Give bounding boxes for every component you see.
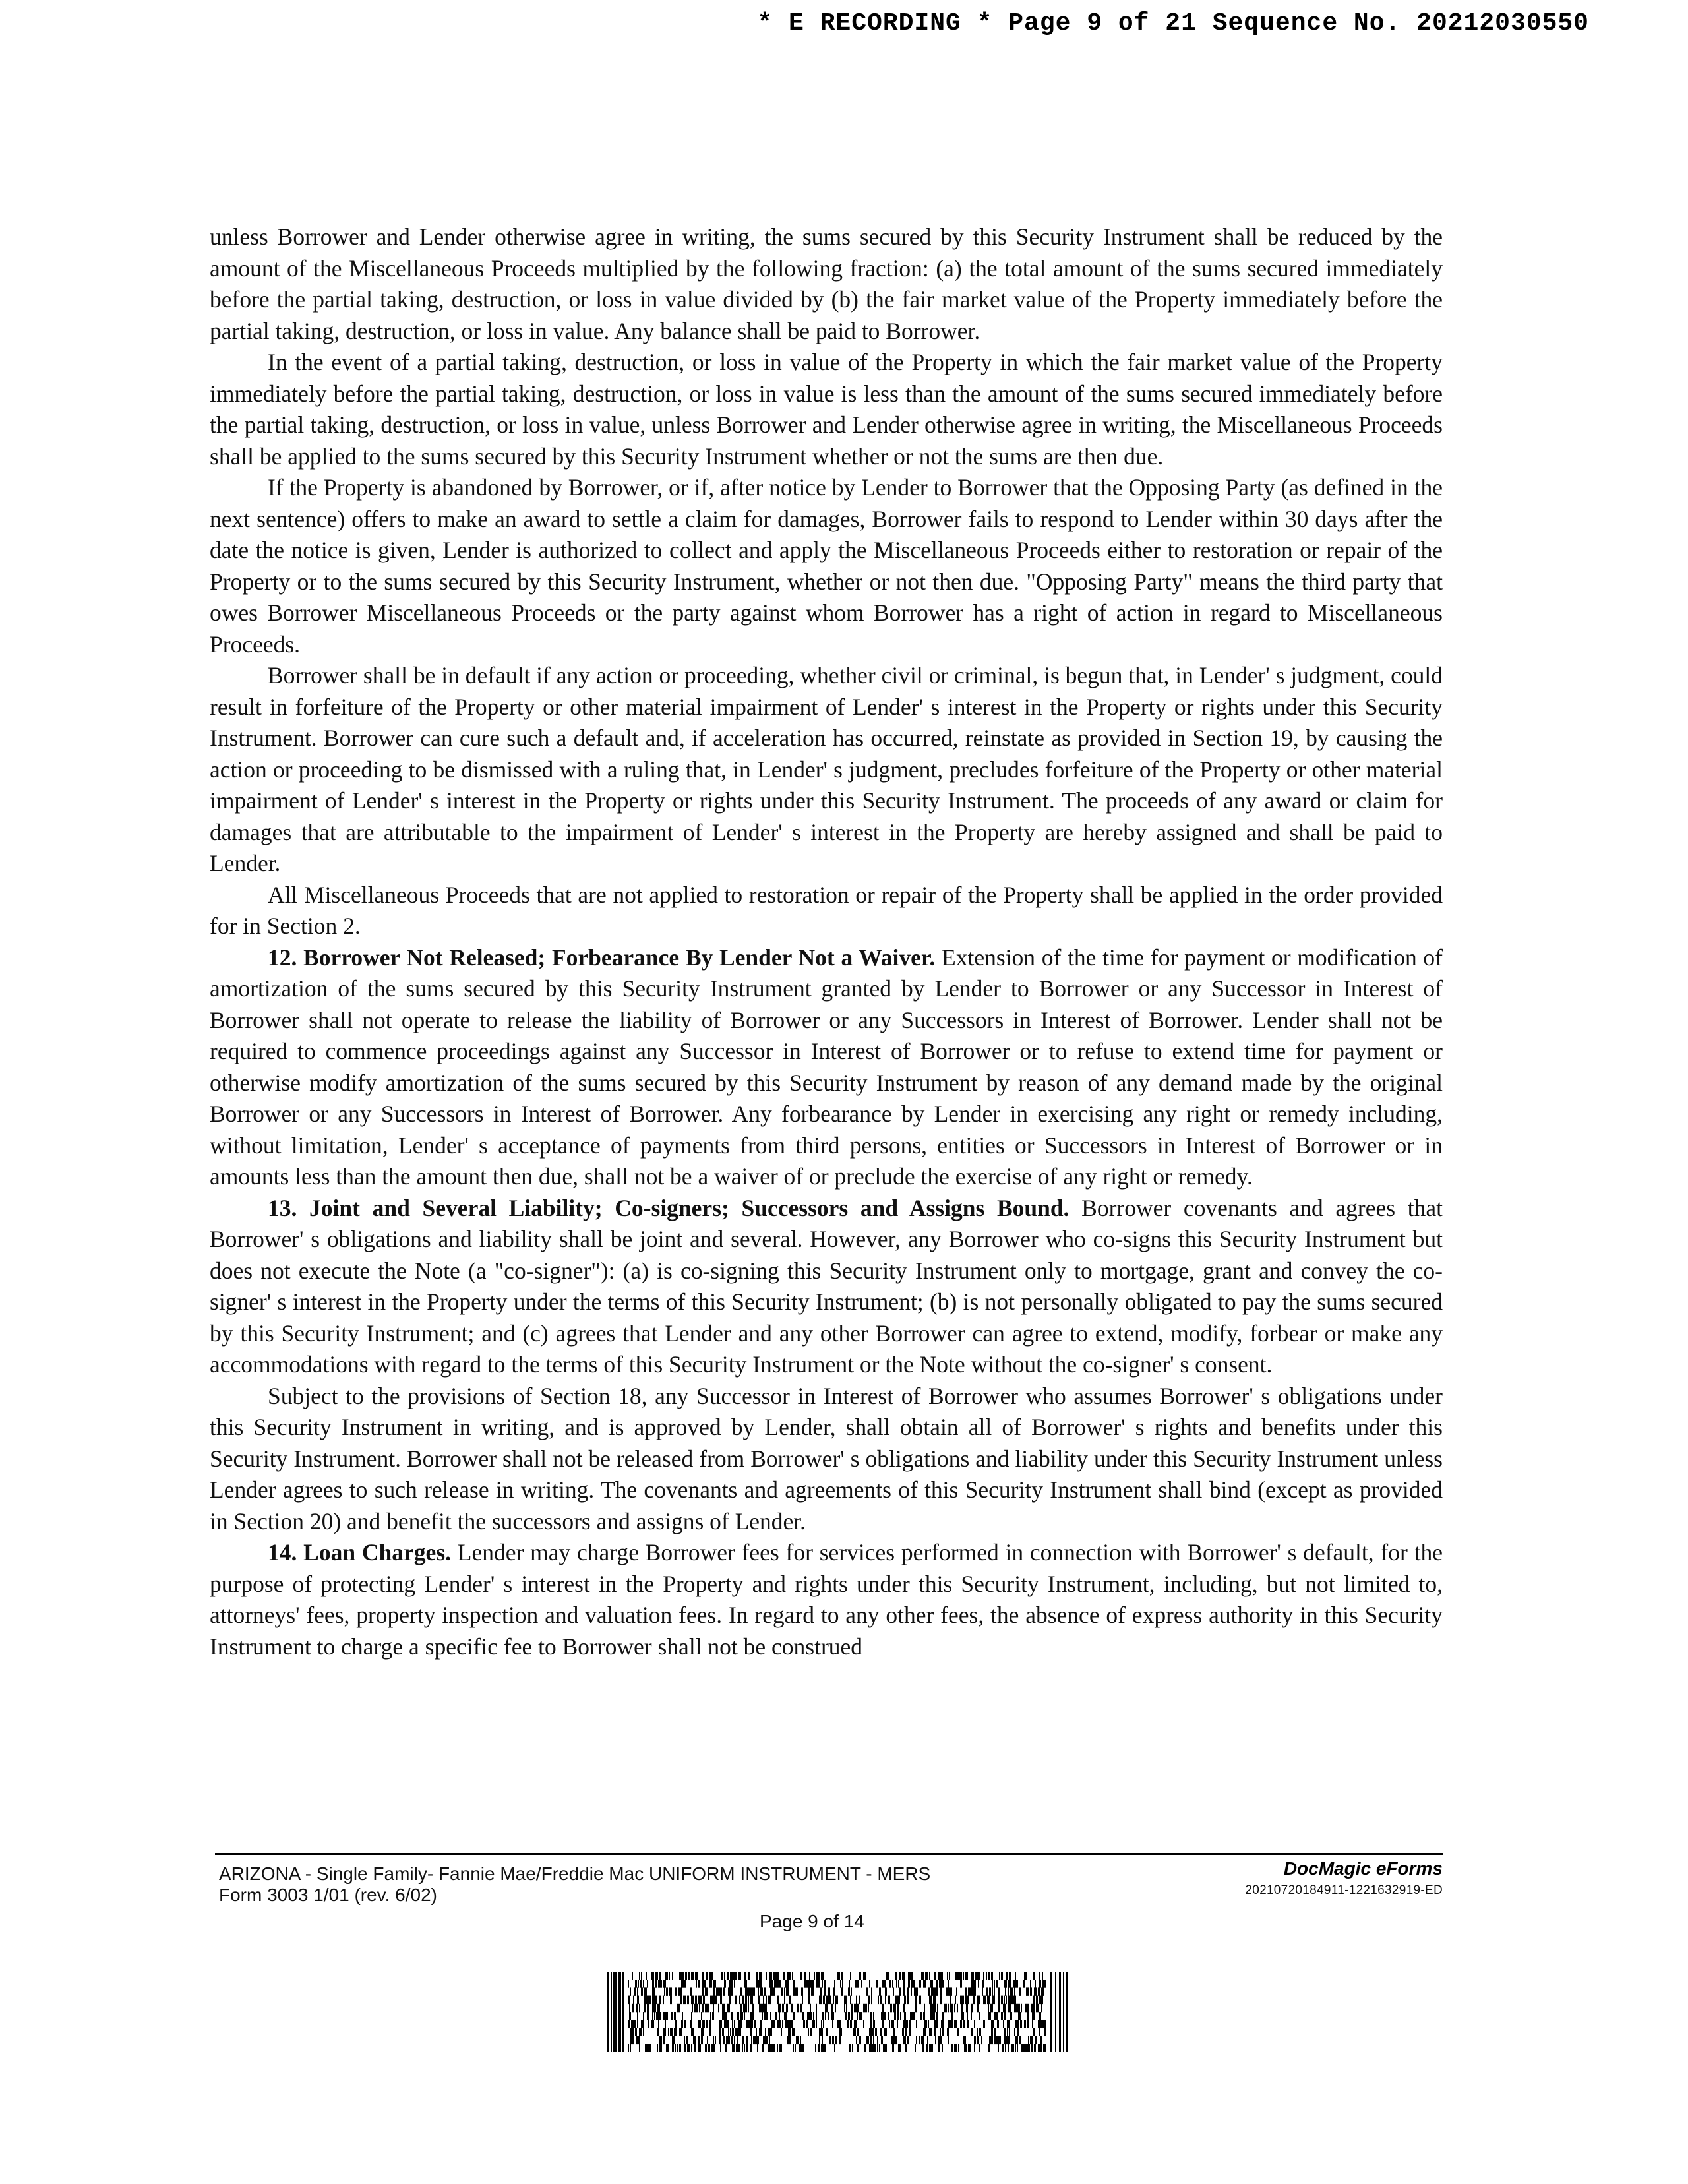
footer-page-number: Page 9 of 14 bbox=[760, 1911, 864, 1931]
section-12-heading: 12. Borrower Not Released; Forbearance By Lender Not a Waiver. bbox=[268, 944, 936, 971]
section-12-text: Extension of the time for payment or modification of amortization of the sums secured by this Security Instrument granted by Lender to Borrower or any Successor in Interest of Borrower shall not operate to release the liability of Borrower or any Successors in Interest of Borrower. Lender shall not be required to commence proceedings against any Successor in Interest of Borrower or to refuse to extend time for payment or otherwise modify amortization of the sums secured by this Security Instrument by reason of any demand made by the original Borrower or any Successors in Interest of Borrower. Any forbearance by Lender in exercising any right or remedy including, without limitation, Lender' s acceptance of payments from third persons, entities or Successors in Interest of Borrower or in amounts less than the amount then due, shall not be a waiver of or preclude the exercise of any right or remedy. bbox=[210, 944, 1443, 1190]
footer-form-title: ARIZONA - Single Family- Fannie Mae/Freddie Mac UNIFORM INSTRUMENT - MERS bbox=[219, 1864, 931, 1884]
footer-document-id: 20210720184911-1221632919-ED bbox=[1245, 1883, 1443, 1897]
paragraph-abandoned-property: If the Property is abandoned by Borrower, or if, after notice by Lender to Borrower that the Opposing Party (as defined in the next sentence) offers to make an award to settle a claim for damages, Borrower fails to respond to Lender within 30 days after the date the notice is given, Lender is authorized to collect and apply the Miscellaneous Proceeds either to restoration or repair of the Property or to the sums secured by this Security Instrument, whether or not then due. "Opposing Party" means the third party that owes Borrower Miscellaneous Proceeds or the party against whom Borrower has a right of action in regard to Miscellaneous Proceeds. bbox=[210, 474, 1443, 657]
recording-header: * E RECORDING * Page 9 of 21 Sequence No. 20212030550 bbox=[757, 9, 1589, 38]
paragraph-default: Borrower shall be in default if any action or proceeding, whether civil or criminal, is begun that, in Lender' s judgment, could result in forfeiture of the Property or other material impairment of Lender' s interest in the Property or rights under this Security Instrument. Borrower can cure such a default and, if acceleration has occurred, reinstate as provided in Section 19, by causing the action or proceeding to be dismissed with a ruling that, in Lender' s judgment, precludes forfeiture of the Property or other material impairment of Lender' s interest in the Property or rights under this Security Instrument. The proceeds of any award or claim for damages that are attributable to the impairment of Lender' s interest in the Property are hereby assigned and shall be paid to Lender. bbox=[210, 662, 1443, 876]
footer-divider bbox=[215, 1853, 1443, 1855]
section-13-text: Borrower covenants and agrees that Borrower' s obligations and liability shall be joint and several. However, any Borrower who co-signs this Security Instrument but does not execute the Note (a "co-signer"): (a) is co-signing this Security Instrument only to mortgage, grant and convey the co-signer' s interest in the Property under the terms of this Security Instrument; (b) is not personally obligated to pay the sums secured by this Security Instrument; and (c) agrees that Lender and any other Borrower can agree to extend, modify, forbear or make any accommodations with regard to the terms of this Security Instrument or the Note without the co-signer' s consent. bbox=[210, 1194, 1443, 1378]
docmagic-logo: DocMagic eForms bbox=[1283, 1858, 1443, 1879]
footer-form-info bbox=[219, 1864, 930, 1906]
section-14-text: Lender may charge Borrower fees for services performed in connection with Borrower' s default, for the purpose of protecting Lender' s interest in the Property and rights under this Security Instrument, including, but not limited to, attorneys' fees, property inspection and valuation fees. In regard to any other fees, the absence of express authority in this Security Instrument to charge a specific fee to Borrower shall not be construed bbox=[210, 1539, 1443, 1660]
paragraph-continuation: unless Borrower and Lender otherwise agree in writing, the sums secured by this Security Instrument shall be reduced by the amount of the Miscellaneous Proceeds multiplied by the following fraction: (a) the total amount of the sums secured immediately before the partial taking, destruction, or loss in value divided by (b) the fair market value of the Property immediately before the partial taking, destruction, or loss in value. Any balance shall be paid to Borrower. bbox=[210, 224, 1443, 344]
body-text bbox=[210, 222, 1443, 1662]
section-13 bbox=[210, 1193, 1443, 1381]
section-14-heading: 14. Loan Charges. bbox=[268, 1539, 451, 1565]
paragraph-successors: Subject to the provisions of Section 18, any Successor in Interest of Borrower who assumes Borrower' s obligations under this Security Instrument in writing, and is approved by Lender, shall obtain all of Borrower' s rights and benefits under this Security Instrument. Borrower shall not be released from Borrower' s obligations and liability under this Security Instrument unless Lender agrees to such release in writing. The covenants and agreements of this Security Instrument shall bind (except as provided in Section 20) and benefit the successors and assigns of Lender. bbox=[210, 1382, 1443, 1534]
section-12 bbox=[210, 942, 1443, 1193]
paragraph-partial-taking: In the event of a partial taking, destruction, or loss in value of the Property in which the fair market value of the Property immediately before the partial taking, destruction, or loss in value is less than the amount of the sums secured immediately before the partial taking, destruction, or loss in value, unless Borrower and Lender otherwise agree in writing, the Miscellaneous Proceeds shall be applied to the sums secured by this Security Instrument whether or not the sums are then due. bbox=[210, 349, 1443, 470]
footer-form-number: Form 3003 1/01 (rev. 6/02) bbox=[219, 1885, 437, 1905]
paragraph-misc-proceeds: All Miscellaneous Proceeds that are not applied to restoration or repair of the Property shall be applied in the order provided for in Section 2. bbox=[210, 881, 1443, 939]
section-13-heading: 13. Joint and Several Liability; Co-signers; Successors and Assigns Bound. bbox=[268, 1194, 1070, 1221]
section-14 bbox=[210, 1537, 1443, 1662]
barcode-image bbox=[607, 1972, 1068, 2052]
